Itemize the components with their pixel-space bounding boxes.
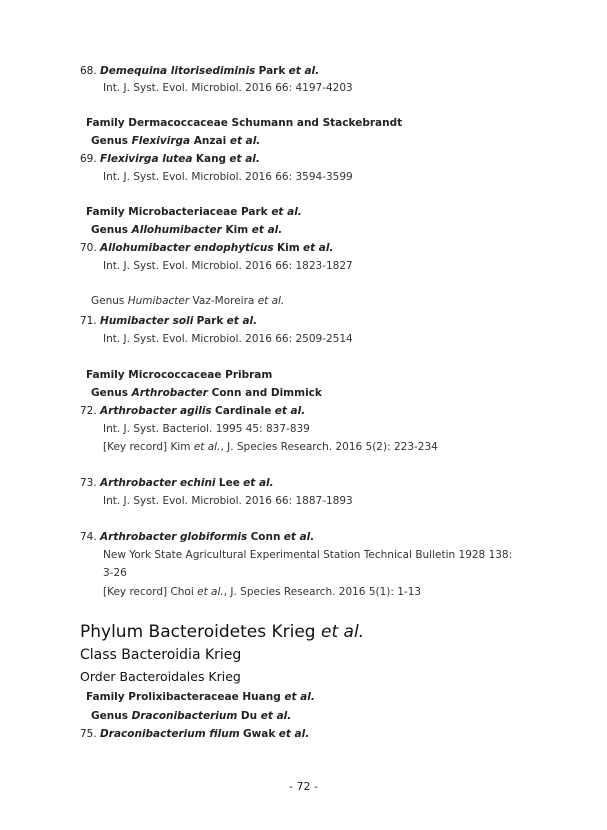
key-record: [Key record] Kim et al., J. Species Research. 2016 5(2): 223-234: [103, 441, 438, 453]
entry-74: 74. Arthrobacter globiformis Conn et al.: [80, 531, 315, 543]
genus-heading: Genus Flexivirga Anzai et al.: [91, 135, 261, 147]
reference: Int. J. Syst. Evol. Microbiol. 2016 66: 4197-4203: [103, 82, 353, 94]
reference: Int. J. Syst. Evol. Microbiol. 2016 66: 2509-2514: [103, 333, 353, 345]
entry-75: 75. Draconibacterium filum Gwak et al.: [80, 728, 310, 740]
genus-heading: Genus Draconibacterium Du et al.: [91, 710, 292, 722]
phylum-heading: Phylum Bacteroidetes Krieg et al.: [80, 622, 365, 642]
family-heading: Family Dermacoccaceae Schumann and Stackebrandt: [86, 117, 403, 129]
reference: New York State Agricultural Experimental Station Technical Bulletin 1928 138:: [103, 549, 513, 561]
reference-continued: 3-26: [103, 567, 127, 579]
reference: Int. J. Syst. Evol. Microbiol. 2016 66: 3594-3599: [103, 171, 353, 183]
entry-72: 72. Arthrobacter agilis Cardinale et al.: [80, 405, 306, 417]
genus-heading: Genus Humibacter Vaz-Moreira et al.: [91, 295, 285, 307]
order-heading: Order Bacteroidales Krieg: [80, 669, 241, 684]
reference: Int. J. Syst. Bacteriol. 1995 45: 837-839: [103, 423, 310, 435]
genus-heading: Genus Arthrobacter Conn and Dimmick: [91, 387, 322, 399]
reference: Int. J. Syst. Evol. Microbiol. 2016 66: 1887-1893: [103, 495, 353, 507]
entry-69: 69. Flexivirga lutea Kang et al.: [80, 153, 260, 165]
entry-70: 70. Allohumibacter endophyticus Kim et al.: [80, 242, 334, 254]
class-heading: Class Bacteroidia Krieg: [80, 647, 242, 663]
family-heading: Family Microbacteriaceae Park et al.: [86, 206, 302, 218]
genus-heading: Genus Allohumibacter Kim et al.: [91, 224, 283, 236]
entry-71: 71. Humibacter soli Park et al.: [80, 315, 258, 327]
species-name: Demequina litorisediminis: [100, 65, 256, 77]
page-number: - 72 -: [289, 780, 318, 793]
key-record: [Key record] Choi et al., J. Species Research. 2016 5(1): 1-13: [103, 586, 422, 598]
entry-73: 73. Arthrobacter echini Lee et al.: [80, 477, 274, 489]
entry-68: 68. Demequina litorisediminis Park et al.: [80, 65, 320, 77]
family-heading: Family Prolixibacteraceae Huang et al.: [86, 691, 315, 703]
reference: Int. J. Syst. Evol. Microbiol. 2016 66: 1823-1827: [103, 260, 353, 272]
family-heading: Family Micrococcaceae Pribram: [86, 369, 273, 381]
